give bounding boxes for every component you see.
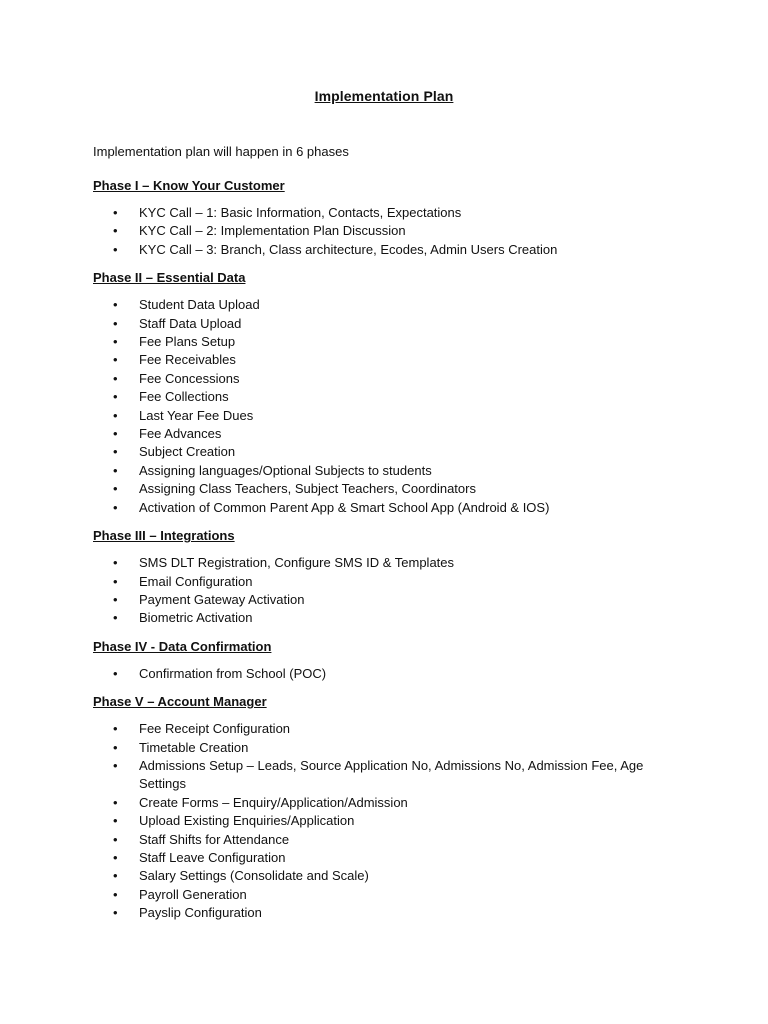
list-item	[93, 370, 683, 388]
list-item	[93, 443, 683, 461]
list-item	[93, 499, 683, 517]
list-item	[93, 831, 683, 849]
bullet-icon: •	[113, 573, 118, 589]
list-item	[93, 794, 683, 812]
list-item-text: Confirmation from School (POC)	[139, 665, 327, 681]
list-item-text: Staff Leave Configuration	[139, 849, 286, 865]
list-item-text: Student Data Upload	[139, 297, 260, 313]
bullet-icon: •	[113, 407, 118, 423]
phase-list	[93, 665, 683, 683]
list-item	[93, 425, 683, 443]
bullet-icon: •	[113, 370, 118, 386]
phase-list	[93, 720, 683, 922]
bullet-icon: •	[113, 813, 118, 829]
list-item	[93, 904, 683, 922]
bullet-icon: •	[113, 389, 118, 405]
list-item	[93, 886, 683, 904]
list-item-text: Fee Collections	[139, 389, 229, 405]
bullet-icon: •	[113, 831, 118, 847]
list-item-text: Staff Data Upload	[139, 315, 242, 331]
bullet-icon: •	[113, 297, 118, 313]
list-item	[93, 849, 683, 867]
bullet-icon: •	[113, 241, 118, 257]
phase-heading: Phase V – Account Manager	[93, 694, 267, 710]
bullet-icon: •	[113, 868, 118, 884]
bullet-icon: •	[113, 555, 118, 571]
bullet-icon: •	[113, 223, 118, 239]
bullet-icon: •	[113, 721, 118, 737]
bullet-icon: •	[113, 794, 118, 810]
phase-heading: Phase I – Know Your Customer	[93, 178, 285, 193]
bullet-icon: •	[113, 905, 118, 921]
list-item	[93, 609, 683, 627]
list-item-text: SMS DLT Registration, Configure SMS ID & Templates	[139, 555, 455, 571]
list-item	[93, 554, 683, 572]
list-item	[93, 296, 683, 314]
list-item	[93, 480, 683, 498]
list-item-text: Email Configuration	[139, 573, 253, 589]
list-item-text: Admissions Setup – Leads, Source Application No, Admissions No, Admission Fee, Age Settings	[139, 757, 644, 792]
bullet-icon: •	[113, 462, 118, 478]
list-item-text: KYC Call – 2: Implementation Plan Discussion	[139, 223, 406, 239]
bullet-icon: •	[113, 315, 118, 331]
phase-heading: Phase III – Integrations	[93, 528, 235, 544]
bullet-icon: •	[113, 591, 118, 607]
list-item-text: Assigning languages/Optional Subjects to students	[139, 462, 432, 478]
document-body	[93, 143, 683, 933]
intro-paragraph: Implementation plan will happen in 6 phases	[93, 144, 349, 159]
list-item	[93, 812, 683, 830]
phase-heading: Phase IV - Data Confirmation	[93, 638, 272, 654]
list-item	[93, 720, 683, 738]
list-item	[93, 867, 683, 885]
list-item	[93, 462, 683, 480]
bullet-icon: •	[113, 757, 118, 773]
bullet-icon: •	[113, 426, 118, 442]
bullet-icon: •	[113, 610, 118, 626]
list-item-text: KYC Call – 1: Basic Information, Contacts, Expectations	[139, 205, 462, 220]
list-item-text: Upload Existing Enquiries/Application	[139, 813, 355, 829]
list-item-text: Fee Concessions	[139, 370, 240, 386]
bullet-icon: •	[113, 739, 118, 755]
list-item-text: Activation of Common Parent App & Smart School App (Android & IOS)	[139, 499, 550, 515]
bullet-icon: •	[113, 886, 118, 902]
list-item-text: Fee Advances	[139, 426, 222, 442]
document-title: Implementation Plan	[314, 88, 454, 104]
bullet-icon: •	[113, 849, 118, 865]
bullet-icon: •	[113, 444, 118, 460]
bullet-icon: •	[113, 665, 118, 681]
list-item-text: Assigning Class Teachers, Subject Teachers, Coordinators	[139, 481, 476, 497]
list-item	[93, 665, 683, 683]
list-item-text: Salary Settings (Consolidate and Scale)	[139, 868, 369, 884]
list-item	[93, 315, 683, 333]
phase-heading: Phase II – Essential Data	[93, 270, 246, 286]
list-item	[93, 739, 683, 757]
list-item-text: Fee Plans Setup	[139, 334, 236, 350]
bullet-icon: •	[113, 205, 118, 220]
list-item	[93, 573, 683, 591]
list-item-text: Last Year Fee Dues	[139, 407, 254, 423]
list-item	[93, 222, 683, 240]
list-item-text: Subject Creation	[139, 444, 236, 460]
list-item-text: Fee Receivables	[139, 352, 236, 368]
list-item-text: Create Forms – Enquiry/Application/Admission	[139, 794, 408, 810]
list-item	[93, 351, 683, 369]
list-item-text: Staff Shifts for Attendance	[139, 831, 290, 847]
list-item-text: Payment Gateway Activation	[139, 591, 305, 607]
list-item	[93, 388, 683, 406]
list-item	[93, 591, 683, 609]
bullet-icon: •	[113, 352, 118, 368]
list-item-text: Biometric Activation	[139, 610, 253, 626]
bullet-icon: •	[113, 499, 118, 515]
list-item	[93, 204, 683, 222]
list-item-text: Timetable Creation	[139, 739, 249, 755]
list-item-text: Payslip Configuration	[139, 905, 262, 921]
phase-list	[93, 296, 683, 517]
list-item	[93, 757, 683, 794]
list-item-text: KYC Call – 3: Branch, Class architecture, Ecodes, Admin Users Creation	[139, 241, 558, 257]
list-item	[93, 407, 683, 425]
list-item	[93, 241, 683, 259]
phase-list	[93, 204, 683, 259]
list-item-text: Fee Receipt Configuration	[139, 721, 291, 737]
list-item-text: Payroll Generation	[139, 886, 247, 902]
list-item	[93, 333, 683, 351]
bullet-icon: •	[113, 481, 118, 497]
bullet-icon: •	[113, 334, 118, 350]
phase-list	[93, 554, 683, 628]
